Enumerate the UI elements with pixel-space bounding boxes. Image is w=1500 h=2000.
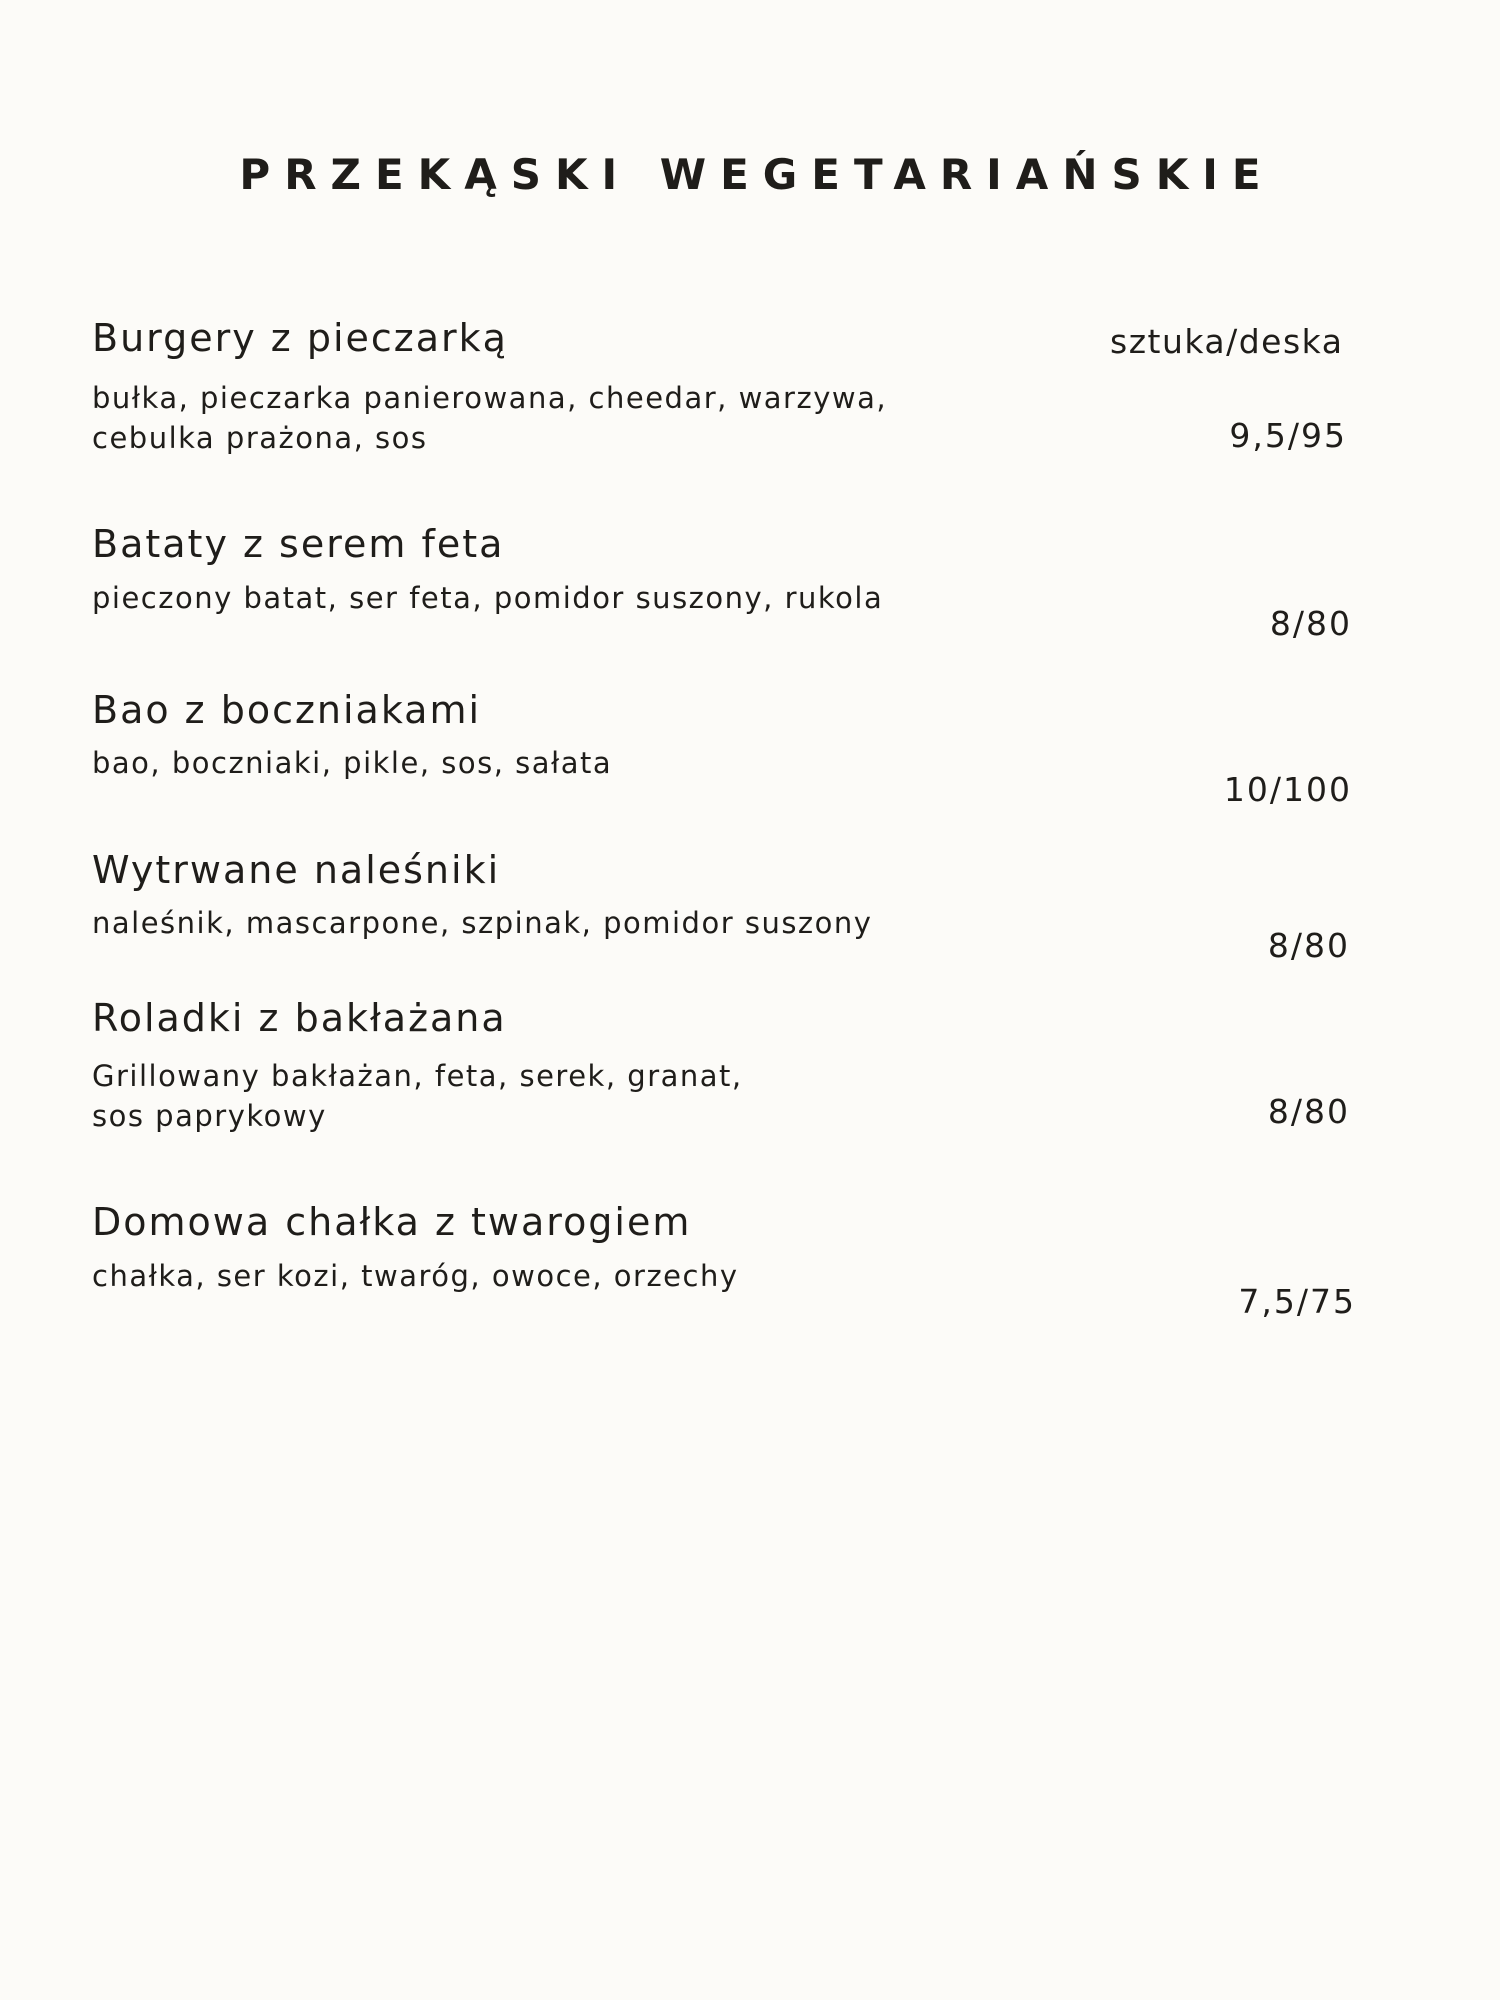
item-name: Domowa chałka z twarogiem (92, 1200, 692, 1244)
item-price: 7,5/75 (1238, 1282, 1356, 1321)
item-price: 8/80 (1269, 604, 1352, 643)
item-price: 8/80 (1267, 926, 1350, 965)
item-description-line: pieczony batat, ser feta, pomidor suszony, rukola (92, 581, 884, 615)
item-description (92, 1256, 739, 1296)
unit-label: sztuka/deska (1110, 322, 1344, 361)
item-description (92, 1056, 743, 1136)
item-name: Roladki z bakłażana (92, 996, 507, 1040)
item-name: Burgery z pieczarką (92, 316, 508, 360)
item-description (92, 578, 883, 618)
item-description-line: Grillowany bakłażan, feta, serek, granat, (92, 1059, 743, 1093)
item-price: 10/100 (1223, 770, 1352, 809)
item-price: 9,5/95 (1229, 416, 1347, 455)
item-price: 8/80 (1267, 1092, 1350, 1131)
item-description-line: cebulka prażona, sos (92, 421, 428, 455)
item-description (92, 743, 612, 783)
item-description (92, 903, 872, 943)
item-description-line: sos paprykowy (92, 1099, 327, 1133)
item-description (92, 378, 887, 458)
item-name: Wytrwane naleśniki (92, 848, 501, 892)
item-description-line: chałka, ser kozi, twaróg, owoce, orzechy (92, 1259, 739, 1293)
menu-title: PRZEKĄSKI WEGETARIAŃSKIE (239, 150, 1275, 199)
item-description-line: naleśnik, mascarpone, szpinak, pomidor suszony (92, 906, 873, 940)
item-description-line: bułka, pieczarka panierowana, cheedar, warzywa, (92, 381, 888, 415)
item-name: Bataty z serem feta (92, 522, 505, 566)
item-name: Bao z boczniakami (92, 688, 482, 732)
item-description-line: bao, boczniaki, pikle, sos, sałata (92, 746, 613, 780)
